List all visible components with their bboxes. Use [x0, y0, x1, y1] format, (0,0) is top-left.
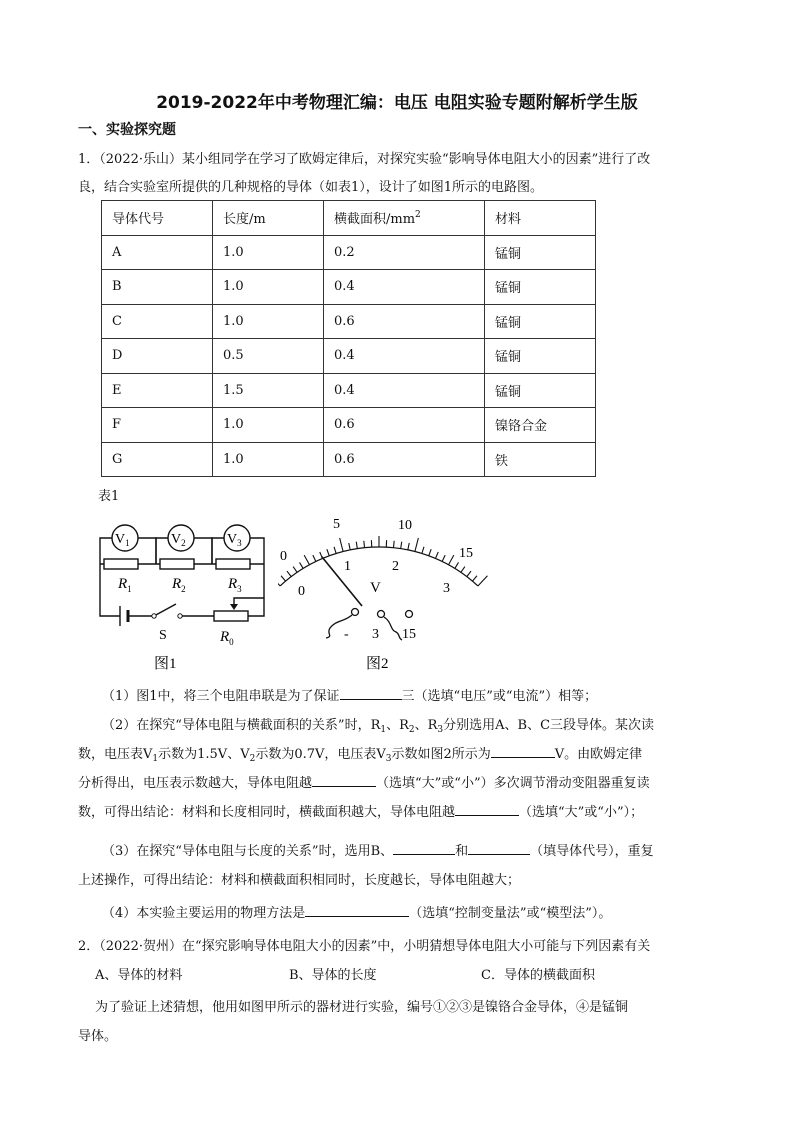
q2-option-c: C．导体的横截面积	[481, 968, 595, 983]
q2-line4: 导体。	[78, 1029, 118, 1044]
dial-tick	[442, 555, 445, 561]
q1-part4	[102, 902, 611, 921]
dial-tick	[461, 567, 465, 573]
terminal-3	[378, 611, 385, 618]
slider-arrow-icon	[230, 604, 238, 610]
part2-l1b: 分别选用A、B、C三段导体。某次读	[443, 718, 655, 733]
terminal-15	[406, 611, 413, 618]
part2-l2e: V。由欧姆定律	[554, 747, 643, 762]
part2-l4a: 数，可得出结论：材料和长度相同时，横截面积越大，导体电阻越	[78, 805, 456, 820]
table-cell: 0.4	[324, 339, 485, 374]
part3-l1b: 和	[455, 844, 469, 859]
scale-lower-1: 1	[344, 559, 351, 574]
right-wire	[248, 598, 264, 616]
dial-tick	[356, 542, 357, 549]
resistor-r1	[104, 559, 138, 569]
table-cell: 0.2	[324, 235, 485, 270]
part2-l3b: （选填“大”或“小”）多次调节滑动变阻器重复读	[376, 776, 650, 791]
q1-part3-line1	[102, 840, 654, 859]
part2-l3a: 分析得出，电压表示数越大，导体电阻越	[78, 776, 313, 791]
q1-part2-line3	[78, 772, 650, 791]
answer-blank-3[interactable]	[312, 773, 376, 787]
scale-lower-0: 0	[298, 584, 305, 599]
table-cell: 0.6	[324, 408, 485, 443]
part2-l4b: （选填“大”或“小”）；	[519, 805, 644, 820]
table-cell: 1.0	[213, 304, 324, 339]
table-cell: C	[102, 304, 213, 339]
switch-contact-left	[152, 614, 156, 618]
dial-tick	[455, 562, 459, 568]
table-cell: 镍铬合金	[485, 408, 596, 443]
dial-unit: V	[370, 580, 381, 596]
table-cell: A	[102, 235, 213, 270]
table-cell: 0.6	[324, 304, 485, 339]
table-cell: 0.4	[324, 373, 485, 408]
part3-l1a: （3）在探究“导体电阻与长度的关系”时，选用B、	[102, 844, 394, 859]
table-cell: 锰铜	[485, 270, 596, 305]
section-heading: 一、实验探究题	[78, 122, 176, 138]
table-row	[102, 339, 596, 374]
q1-part3-line2: 上述操作，可得出结论：材料和横截面积相同时，长度越长，导体电阻越大；	[78, 873, 521, 888]
scale-upper-15: 15	[459, 546, 473, 561]
part2-v-sub2: 2	[249, 754, 256, 764]
dial-tick	[422, 547, 424, 554]
part2-l2d: 示数如图2所示为	[391, 747, 491, 762]
dial-tick	[293, 567, 297, 573]
q2-intro: 2．（2022·贺州）在“探究影响导体电阻大小的因素”中，小明猜想导体电阻大小可能与下列因素有关	[78, 939, 651, 954]
circuit-diagram	[92, 518, 278, 674]
q2-option-a: A、导体的材料	[95, 968, 183, 983]
r0-label: $R_0$	[220, 629, 234, 647]
terminal-negative	[352, 609, 359, 616]
table-cell: 0.5	[213, 339, 324, 374]
answer-blank-6[interactable]	[468, 841, 530, 855]
conductor-table	[101, 200, 596, 477]
table-cell: 锰铜	[485, 339, 596, 374]
dial-tick	[408, 543, 409, 550]
switch-label: S	[159, 628, 167, 643]
terminal-label-3: 3	[372, 627, 379, 642]
table-cell: B	[102, 270, 213, 305]
v2-label: $V_2$	[171, 532, 186, 548]
table-row	[102, 442, 596, 477]
dial-tick	[467, 571, 471, 577]
scale-lower-2: 2	[392, 559, 399, 574]
dial-tick	[401, 542, 402, 549]
fig2-caption: 图2	[366, 656, 389, 672]
r3-label: $R_3$	[228, 576, 242, 594]
table-cell: 锰铜	[485, 373, 596, 408]
part2-l2b: 示数为1.5V、V	[158, 747, 250, 762]
header-area-label: 横截面积/mm	[334, 212, 416, 228]
table-caption: 表1	[98, 489, 120, 504]
header-area	[324, 201, 485, 236]
header-length: 长度/m	[213, 201, 324, 236]
dial-tick	[364, 541, 365, 548]
part2-sub1: 1	[380, 725, 387, 735]
part2-l2a: 数，电压表V	[78, 747, 153, 762]
fig1-caption: 图1	[154, 656, 177, 672]
dial-ticks	[278, 536, 487, 586]
table-cell: 0.6	[324, 442, 485, 477]
dial-tick	[281, 576, 286, 581]
q1-part1	[102, 685, 597, 704]
answer-blank-4[interactable]	[455, 802, 519, 816]
scale-upper-5: 5	[333, 517, 340, 532]
v1-label: $V_1$	[115, 532, 130, 548]
part2-c1: 、R	[386, 718, 409, 733]
table-row	[102, 235, 596, 270]
resistor-r3	[216, 559, 250, 569]
answer-blank-7[interactable]	[305, 903, 409, 917]
table-cell: 1.0	[213, 235, 324, 270]
q1-part2-line4	[78, 801, 643, 820]
v3-label: $V_3$	[227, 532, 242, 548]
dial-tick	[393, 541, 394, 548]
part2-sub2: 2	[408, 725, 415, 735]
part3-l1c: （填导体代号），重复	[530, 844, 654, 859]
part2-l2c: 示数为0.7V，电压表V	[255, 747, 386, 762]
voltmeter-dial	[278, 512, 488, 674]
dial-tick	[304, 555, 309, 565]
table-cell: D	[102, 339, 213, 374]
q1-part1-text: （1）图1中，将三个电阻串联是为了保证	[102, 689, 340, 704]
r2-label: $R_2$	[172, 576, 186, 594]
answer-blank-5[interactable]	[393, 841, 455, 855]
table-cell: 0.4	[324, 270, 485, 305]
table-cell: F	[102, 408, 213, 443]
q1-part2-line1	[102, 714, 654, 735]
part2-sub3: 3	[437, 725, 444, 735]
part4-b: （选填“控制变量法”或“模型法”）。	[409, 906, 612, 921]
table-row	[102, 270, 596, 305]
left-wire	[100, 564, 120, 616]
dial-tick	[287, 571, 291, 577]
part2-v-sub3: 3	[385, 754, 392, 764]
scale-lower-3: 3	[443, 581, 450, 596]
q1-part1-text-2: 三（选填“电压”或“电流”）相等；	[401, 689, 598, 704]
dial-tick	[429, 549, 431, 556]
table-cell: 1.0	[213, 270, 324, 305]
header-material: 材料	[485, 201, 596, 236]
answer-blank-2[interactable]	[491, 744, 555, 758]
table-row	[102, 408, 596, 443]
table-cell: E	[102, 373, 213, 408]
dial-tick	[300, 562, 304, 568]
dial-tick	[478, 576, 488, 586]
dial-needle	[322, 557, 362, 606]
rheostat-r0	[214, 611, 248, 621]
switch-contact-right	[178, 614, 182, 618]
q1-intro-line2: 良，结合实验室所提供的几种规格的导体（如表1），设计了如图1所示的电路图。	[78, 180, 544, 195]
dial-tick	[415, 538, 418, 552]
table-cell: G	[102, 442, 213, 477]
terminal-label-15: 15	[402, 627, 416, 642]
dial-tick	[313, 555, 316, 561]
table-cell: 锰铜	[485, 304, 596, 339]
q1-part2-line2	[78, 743, 642, 764]
dial-tick	[349, 543, 350, 550]
q2-line3: 为了验证上述猜想，他用如图甲所示的器材进行实验，编号①②③是镍铬合金导体，④是锰铜	[95, 1000, 629, 1015]
table-cell: 1.0	[213, 408, 324, 443]
table-cell: 1.0	[213, 442, 324, 477]
table-cell: 锰铜	[485, 235, 596, 270]
table-cell: 铁	[485, 442, 596, 477]
dial-tick	[449, 555, 454, 565]
switch-lever	[154, 604, 176, 616]
scale-upper-10: 10	[398, 518, 412, 533]
q1-intro-line1: 1．（2022·乐山）某小组同学在学习了欧姆定律后，对探究实验“影响导体电阻大小的因素”进行了改	[78, 152, 651, 167]
table-cell: 1.5	[213, 373, 324, 408]
wire-lead-3	[384, 617, 402, 640]
header-area-sup: 2	[415, 210, 421, 221]
dial-tick	[436, 552, 439, 558]
page-title: 2019-2022年中考物理汇编：电压 电阻实验专题附解析学生版	[156, 93, 638, 113]
header-code: 导体代号	[102, 201, 213, 236]
scale-upper-0: 0	[280, 549, 287, 564]
part2-v-sub1: 1	[152, 754, 159, 764]
dial-tick	[472, 576, 477, 581]
dial-tick	[334, 547, 336, 554]
table-header-row	[102, 201, 596, 236]
terminal-label-negative: -	[344, 627, 349, 642]
answer-blank-1[interactable]	[340, 686, 402, 700]
table-row	[102, 373, 596, 408]
resistor-r2	[160, 559, 194, 569]
r1-label: $R_1$	[118, 576, 132, 594]
dial-tick	[340, 538, 343, 552]
dial-tick	[327, 549, 329, 556]
q2-option-b: B、导体的长度	[289, 968, 377, 983]
dial-tick	[278, 576, 280, 586]
part2-l1a: （2）在探究“导体电阻与横截面积的关系”时，R	[102, 718, 381, 733]
part2-c2: 、R	[414, 718, 438, 733]
part4-a: （4）本实验主要运用的物理方法是	[102, 906, 306, 921]
table-row	[102, 304, 596, 339]
